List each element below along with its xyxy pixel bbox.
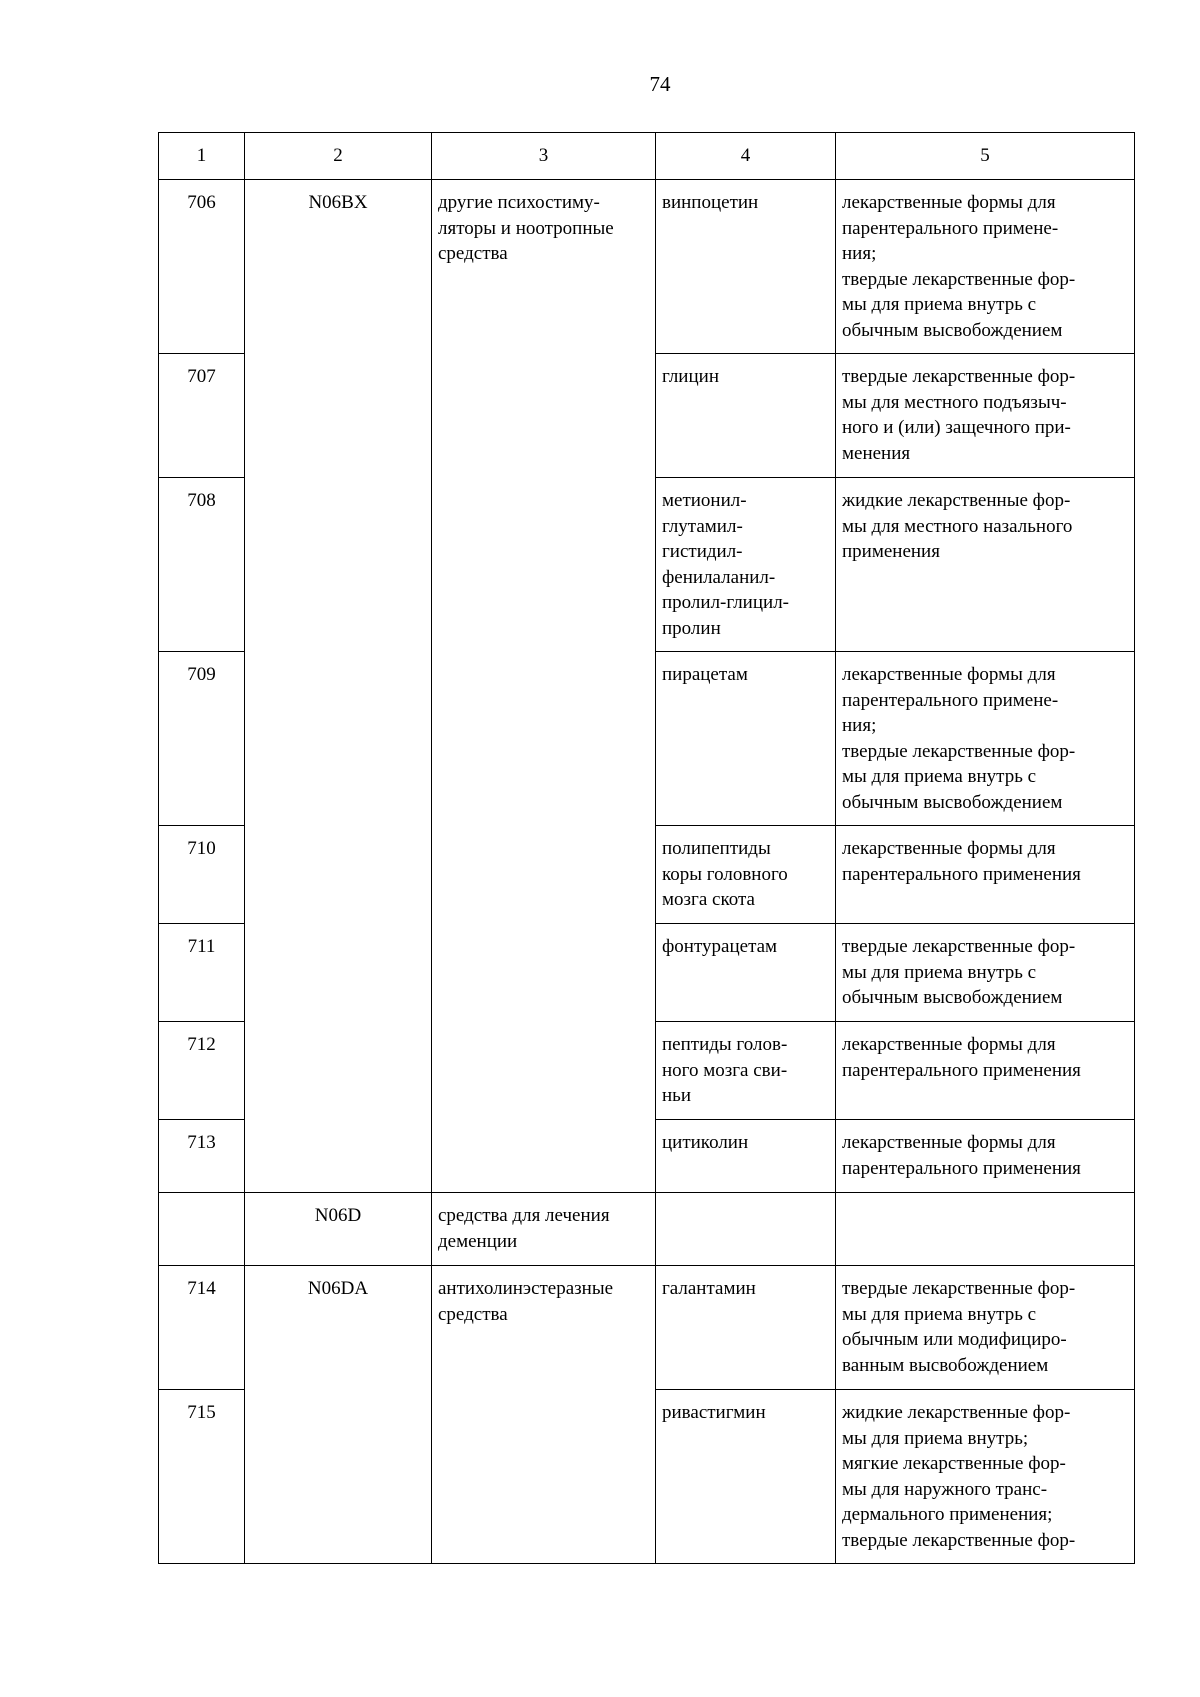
drug-name-line: полипептиды (662, 838, 771, 859)
drug-name-cell (656, 1266, 836, 1390)
row-number-cell (159, 1193, 245, 1266)
drug-name-cell (656, 1022, 836, 1120)
drug-name-line: ривастигмин (662, 1402, 766, 1423)
row-number-cell: 712 (159, 1022, 245, 1120)
header-col-4: 4 (656, 133, 836, 180)
dosage-form-line: ного и (или) защечного при- (842, 417, 1071, 438)
dosage-form-line: ния; (842, 243, 877, 264)
dosage-forms-cell (836, 478, 1135, 652)
group-name-line: ляторы и ноотропные (438, 217, 614, 239)
row-number-cell: 706 (159, 180, 245, 354)
dosage-form-line: мягкие лекарственные фор- (842, 1453, 1066, 1474)
drug-name-line: ньи (662, 1085, 692, 1106)
page-number: 74 (649, 72, 671, 96)
header-col-2: 2 (245, 133, 432, 180)
dosage-forms-cell (836, 652, 1135, 826)
group-name-line: деменции (438, 1230, 518, 1252)
dosage-form-line: твердые лекарственные фор- (842, 268, 1076, 290)
dosage-form-line: парентерального применения (842, 1059, 1081, 1081)
group-name-line: средства (438, 1303, 508, 1325)
dosage-forms-cell (836, 1390, 1135, 1564)
header-col-3: 3 (432, 133, 656, 180)
dosage-form-line: обычным или модифициро- (842, 1329, 1067, 1350)
group-name-cell (432, 1193, 656, 1266)
drug-name-line: пролин (662, 617, 721, 639)
dosage-form-line: твердые лекарственные фор- (842, 366, 1076, 387)
dosage-forms-cell (836, 1266, 1135, 1390)
dosage-form-line: мы для приема внутрь с (842, 766, 1037, 787)
drug-name-line: гистидил- (662, 541, 743, 562)
row-number-cell: 715 (159, 1390, 245, 1564)
drug-name-line: глутамил- (662, 515, 743, 537)
dosage-form-line: обычным высвобождением (842, 987, 1063, 1008)
dosage-form-line: обычным высвобождением (842, 319, 1063, 341)
dosage-form-line: обычным высвобождением (842, 791, 1063, 813)
dosage-form-line: твердые лекарственные фор- (842, 1529, 1076, 1551)
header-col-5: 5 (836, 133, 1135, 180)
drug-name-line: фонтурацетам (662, 936, 778, 957)
table-row (159, 180, 1135, 354)
dosage-form-line: мы для приема внутрь с (842, 294, 1037, 315)
table-body (159, 133, 1135, 1564)
table-header-row (159, 133, 1135, 180)
row-number-cell: 710 (159, 826, 245, 924)
dosage-forms-cell (836, 826, 1135, 924)
header-col-1: 1 (159, 133, 245, 180)
dosage-form-line: парентерального применения (842, 863, 1081, 885)
group-name-line: средства (438, 243, 508, 264)
group-name-cell (432, 180, 656, 1193)
dosage-form-line: ния; (842, 715, 877, 736)
drug-name-cell (656, 354, 836, 478)
drug-name-cell (656, 924, 836, 1022)
dosage-form-line: менения (842, 442, 911, 464)
dosage-form-line: мы для местного назального (842, 515, 1073, 537)
row-number-cell: 709 (159, 652, 245, 826)
drug-name-cell (656, 652, 836, 826)
group-name-cell (432, 1266, 656, 1564)
dosage-forms-cell (836, 1022, 1135, 1120)
row-number-cell: 711 (159, 924, 245, 1022)
dosage-form-line: мы для приема внутрь с (842, 961, 1037, 983)
drug-name-cell (656, 1120, 836, 1193)
row-number-cell: 707 (159, 354, 245, 478)
drug-name-line: пирацетам (662, 664, 748, 685)
dosage-form-line: парентерального применения (842, 1157, 1081, 1179)
dosage-forms-cell (836, 354, 1135, 478)
group-name-line: средства для лечения (438, 1205, 610, 1226)
dosage-form-line: лекарственные формы для (842, 838, 1056, 859)
drug-name-line: цитиколин (662, 1132, 749, 1153)
dosage-form-line: дермального применения; (842, 1504, 1053, 1525)
dosage-form-line: лекарственные формы для (842, 664, 1056, 685)
dosage-form-line: парентерального примене- (842, 217, 1059, 239)
dosage-forms-cell (836, 924, 1135, 1022)
dosage-form-line: лекарственные формы для (842, 1034, 1056, 1055)
drug-name-line: метионил- (662, 490, 747, 511)
dosage-forms-cell (836, 1193, 1135, 1266)
drug-name-line: галантамин (662, 1278, 756, 1299)
table-row (159, 1193, 1135, 1266)
row-number-cell: 714 (159, 1266, 245, 1390)
group-name-line: антихолинэстеразные (438, 1278, 614, 1299)
row-number-cell: 713 (159, 1120, 245, 1193)
drug-name-line: ного мозга сви- (662, 1059, 788, 1081)
drug-name-cell (656, 478, 836, 652)
dosage-forms-cell (836, 180, 1135, 354)
drug-name-line: мозга скота (662, 889, 755, 910)
row-number-cell: 708 (159, 478, 245, 652)
drug-name-line: пролил-глицил- (662, 592, 789, 613)
drug-name-cell (656, 826, 836, 924)
dosage-form-line: мы для приема внутрь; (842, 1427, 1029, 1449)
drug-name-cell (656, 1390, 836, 1564)
dosage-form-line: лекарственные формы для (842, 192, 1056, 213)
atc-code-cell: N06BX (245, 180, 432, 1193)
dosage-form-line: твердые лекарственные фор- (842, 936, 1076, 957)
drug-name-line: коры головного (662, 863, 788, 885)
dosage-form-line: мы для местного подъязыч- (842, 391, 1067, 413)
group-name-line: другие психостиму- (438, 192, 600, 213)
drug-table (158, 132, 1135, 1564)
dosage-form-line: ванным высвобождением (842, 1354, 1049, 1376)
dosage-form-line: твердые лекарственные фор- (842, 740, 1076, 762)
dosage-form-line: парентерального примене- (842, 689, 1059, 711)
table-row (159, 1266, 1135, 1390)
drug-name-cell (656, 1193, 836, 1266)
dosage-forms-cell (836, 1120, 1135, 1193)
dosage-form-line: лекарственные формы для (842, 1132, 1056, 1153)
drug-name-line: пептиды голов- (662, 1034, 788, 1055)
drug-name-line: фенилаланил- (662, 566, 776, 588)
dosage-form-line: мы для наружного транс- (842, 1478, 1048, 1500)
dosage-form-line: жидкие лекарственные фор- (842, 1402, 1071, 1423)
dosage-form-line: жидкие лекарственные фор- (842, 490, 1071, 511)
dosage-form-line: мы для приема внутрь с (842, 1303, 1037, 1325)
drug-name-cell (656, 180, 836, 354)
dosage-form-line: применения (842, 541, 940, 562)
drug-name-line: винпоцетин (662, 192, 759, 213)
dosage-form-line: твердые лекарственные фор- (842, 1278, 1076, 1299)
atc-code-cell: N06D (245, 1193, 432, 1266)
atc-code-cell: N06DA (245, 1266, 432, 1564)
drug-name-line: глицин (662, 366, 719, 387)
